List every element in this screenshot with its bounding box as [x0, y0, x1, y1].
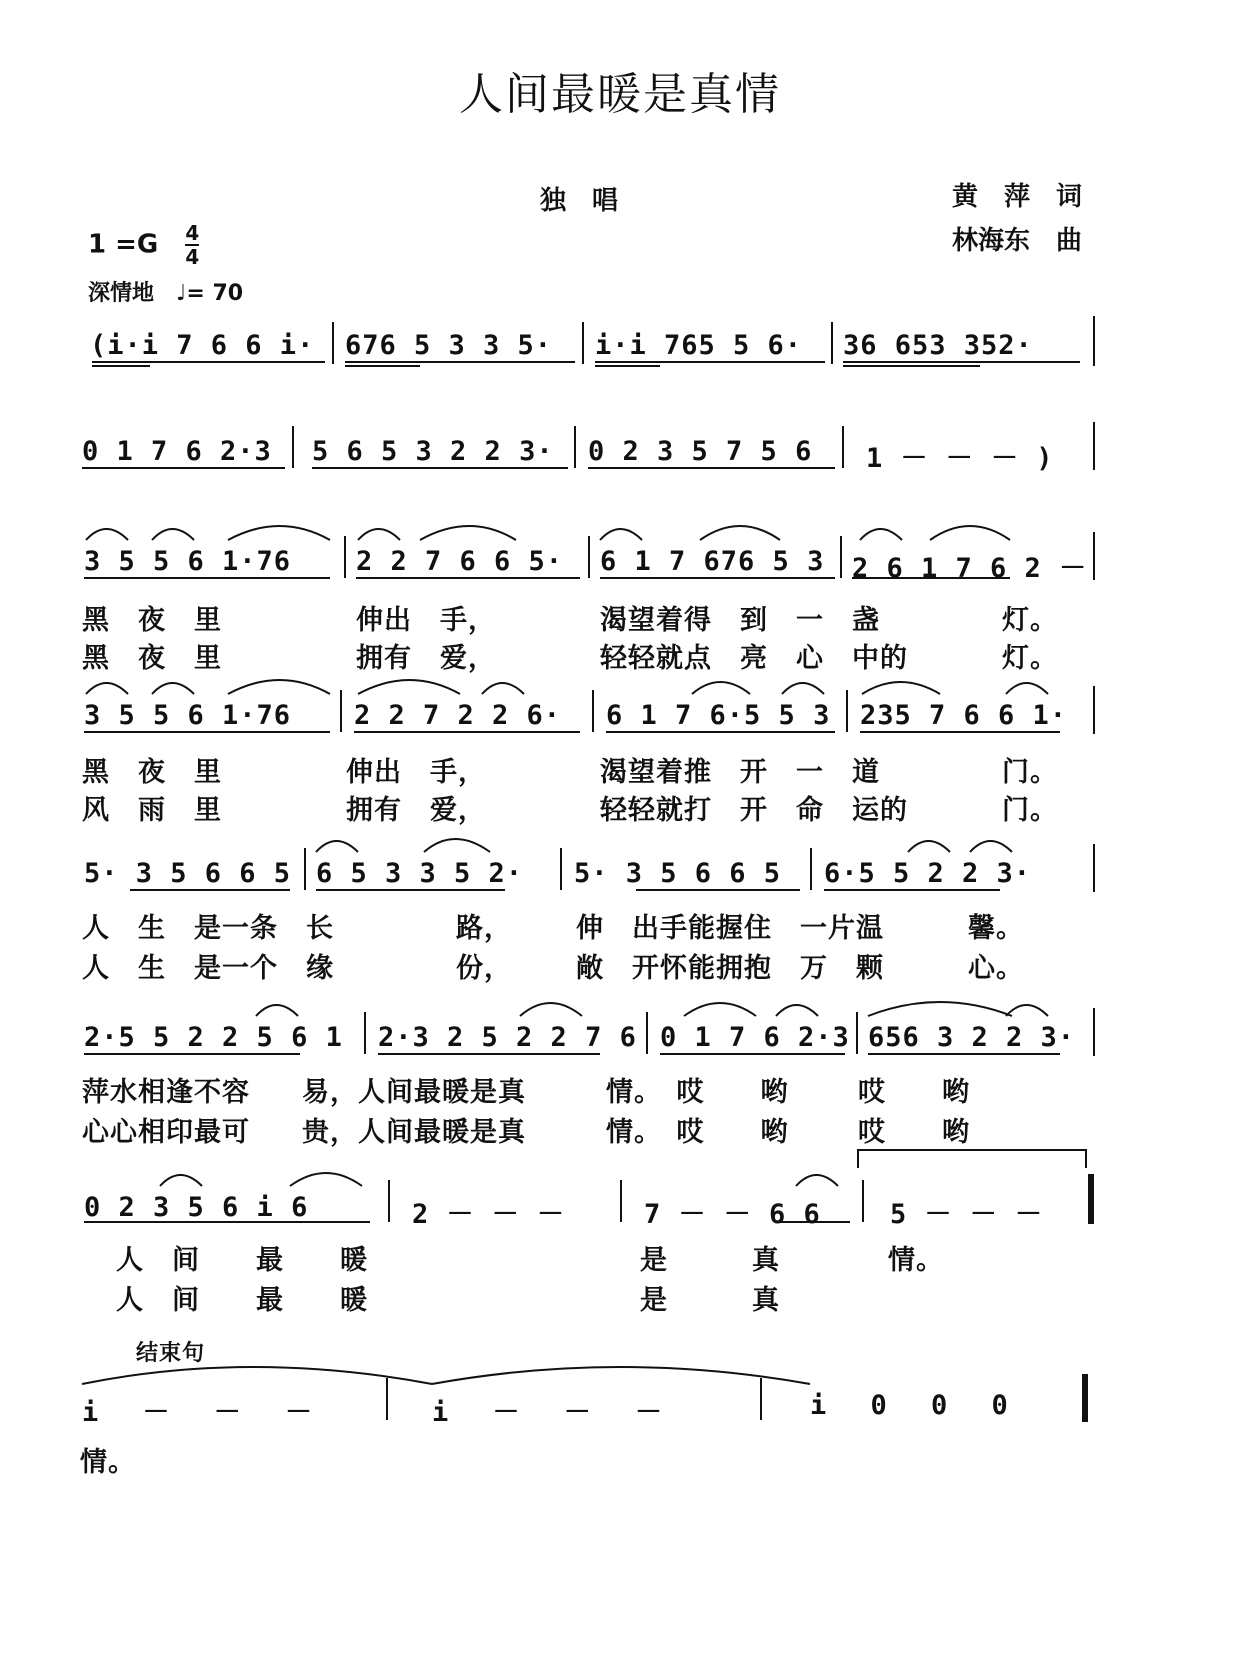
- s2-m4: 1 － － － ): [866, 443, 1054, 474]
- s4-m2: 2 2 7 2 2 6·: [354, 700, 562, 731]
- s6-l1-d: 哎 哟: [858, 1077, 970, 1108]
- s3-m2: 2 2 7 6 6 5·: [356, 546, 564, 577]
- s5-m3: 5· 3 5 6 6 5: [574, 858, 782, 889]
- time-top: 4: [185, 221, 200, 245]
- s7-l1-c: 是 真: [640, 1245, 780, 1276]
- s3-m1: 3 5 5 6 1·76: [84, 546, 292, 577]
- s3-l2-d: 灯。: [1002, 643, 1058, 674]
- s4-l1-a: 黑 夜 里: [82, 757, 222, 788]
- s6-m2: 2·3 2 5 2 2 7 6: [378, 1022, 637, 1053]
- s6-l2-c: 情。 哎 哟: [606, 1117, 789, 1148]
- s4-l1-c: 渴望着推 开 一 道: [600, 757, 880, 788]
- s4-l2-b: 拥有 爱，: [346, 795, 486, 826]
- s4-m3: 6 1 7 6·5 5 3: [606, 700, 831, 731]
- s7-m3: 7 － － 6 6: [644, 1199, 821, 1230]
- s3-m3: 6 1 7 676 5 3: [600, 546, 825, 577]
- lyricist-credit: 黄 萍 词: [952, 182, 1083, 212]
- s6-l1-c: 情。 哎 哟: [606, 1077, 789, 1108]
- s7-l1-a: 人 间 最 暖: [116, 1245, 368, 1276]
- s8-lyric: 情。: [80, 1447, 136, 1478]
- s6-l2-b: 贵，人间最暖是真: [302, 1117, 526, 1148]
- s3-l2-c: 轻轻就点 亮 心 中的: [600, 643, 908, 674]
- s5-l1-c: 伸 出手能握住 一片温: [576, 913, 884, 944]
- s7-m4: 5 － － －: [890, 1199, 1044, 1230]
- slurs: [256, 1002, 1048, 1016]
- s3-l1-b: 伸出 手，: [356, 605, 496, 636]
- s4-l1-b: 伸出 手，: [346, 757, 486, 788]
- s8-m2: i － － －: [432, 1397, 677, 1428]
- s1-m4: 36 653 352·: [843, 330, 1033, 361]
- s4-m4: 235 7 6 6 1·: [860, 700, 1068, 731]
- s2-m1: 0 1 7 6 2·3: [82, 436, 272, 467]
- s7-l2-a: 人 间 最 暖: [116, 1285, 368, 1316]
- s6-m4: 656 3 2 2 3·: [868, 1022, 1076, 1053]
- s7-m1: 0 2 3 5 6 i 6: [84, 1192, 309, 1223]
- performance-type: 独 唱: [540, 186, 619, 216]
- s3-m4: 2 6 1 7 6 2 －: [852, 553, 1088, 584]
- s4-m1: 3 5 5 6 1·76: [84, 700, 292, 731]
- s7-m2: 2 － － －: [412, 1199, 566, 1230]
- s5-l1-a: 人 生 是一条 长: [82, 913, 334, 944]
- s6-l2-d: 哎 哟: [858, 1117, 970, 1148]
- s5-l2-a: 人 生 是一个 缘: [82, 953, 334, 984]
- s6-l1-b: 易，人间最暖是真: [302, 1077, 526, 1108]
- slurs: [160, 1173, 838, 1186]
- song-title: 人间最暖是真情: [459, 69, 781, 120]
- key-label: 1 =G: [88, 229, 159, 260]
- s8-m1: i － － －: [82, 1397, 327, 1428]
- s5-l2-c: 敞 开怀能拥抱 万 颗: [576, 953, 884, 984]
- s6-l2-a: 心心相印最可: [82, 1117, 250, 1148]
- s4-l2-d: 门。: [1002, 795, 1058, 826]
- slurs: [316, 839, 1012, 852]
- s2-m2: 5 6 5 3 2 2 3·: [312, 436, 554, 467]
- s6-m3: 0 1 7 6 2·3: [660, 1022, 850, 1053]
- s5-l1-b: 路，: [456, 913, 512, 944]
- s6-l1-a: 萍水相逢不容: [82, 1077, 250, 1108]
- time-bottom: 4: [185, 245, 200, 269]
- s2-m3: 0 2 3 5 7 5 6: [588, 436, 813, 467]
- s5-l1-d: 馨。: [968, 913, 1024, 944]
- s6-m1: 2·5 5 2 2 5 6 1: [84, 1022, 343, 1053]
- s3-l1-d: 灯。: [1002, 605, 1058, 636]
- s5-l2-d: 心。: [968, 953, 1024, 984]
- volta-bracket: [858, 1150, 1086, 1168]
- s3-l2-a: 黑 夜 里: [82, 643, 222, 674]
- ending-label: 结束句: [136, 1341, 206, 1366]
- s4-l1-d: 门。: [1002, 757, 1058, 788]
- slurs: [86, 526, 1010, 540]
- s5-m2: 6 5 3 3 5 2·: [316, 858, 524, 889]
- slurs: [86, 680, 1048, 694]
- s4-l2-c: 轻轻就打 开 命 运的: [600, 795, 908, 826]
- s5-m1: 5· 3 5 6 6 5: [84, 858, 292, 889]
- s5-l2-b: 份，: [456, 953, 512, 984]
- ties: [82, 1367, 810, 1384]
- tempo-marking: 深情地 ♩= 70: [88, 281, 244, 306]
- s1-m3: i·i 765 5 6·: [595, 330, 803, 361]
- s8-m3: i 0 0 0: [810, 1390, 1022, 1421]
- s3-l2-b: 拥有 爱，: [356, 643, 496, 674]
- s4-l2-a: 风 雨 里: [82, 795, 222, 826]
- s3-l1-c: 渴望着得 到 一 盏: [600, 605, 880, 636]
- s1-m1: (i·i 7 6 6 i·: [90, 330, 315, 361]
- s7-l2-c: 是 真: [640, 1285, 780, 1316]
- composer-credit: 林海东 曲: [952, 226, 1083, 256]
- s1-m2: 676 5 3 3 5·: [345, 330, 553, 361]
- s3-l1-a: 黑 夜 里: [82, 605, 222, 636]
- s7-l1-d: 情。: [888, 1245, 944, 1276]
- s5-m4: 6·5 5 2 2 3·: [824, 858, 1032, 889]
